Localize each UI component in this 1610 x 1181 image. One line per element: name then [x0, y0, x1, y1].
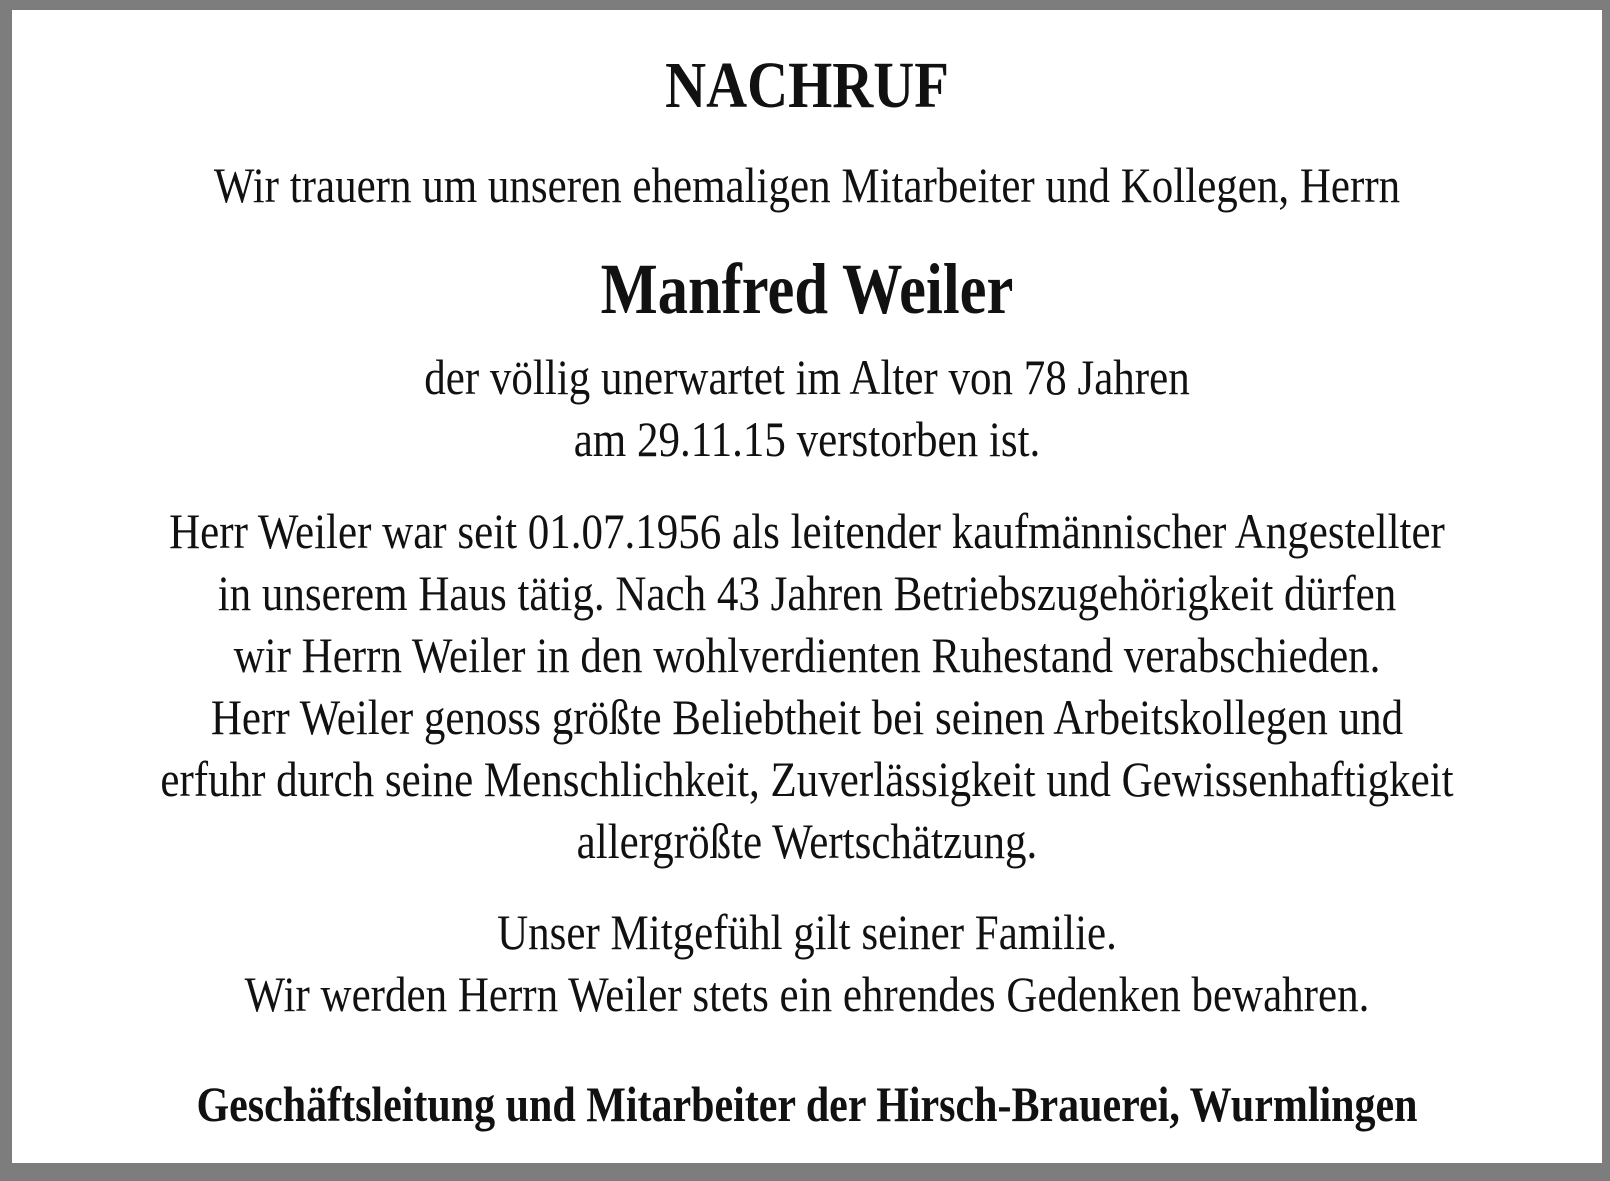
career-line-2: in unserem Haus tätig. Nach 43 Jahren Betriebszugehörigkeit dürfen	[217, 565, 1397, 621]
signature: Geschäftsleitung und Mitarbeiter der Hirsch-Brauerei, Wurmlingen	[196, 1076, 1418, 1132]
obituary-content	[12, 10, 1602, 1163]
career-line-4: Herr Weiler genoss größte Beliebtheit bei seinen Arbeitskollegen und	[210, 689, 1404, 745]
intro-text: Wir trauern um unseren ehemaligen Mitarbeiter und Kollegen, Herrn	[213, 157, 1401, 213]
deceased-name: Manfred Weiler	[600, 249, 1014, 329]
death-line-1: der völlig unerwartet im Alter von 78 Jahren	[424, 349, 1190, 405]
closing-line-2: Wir werden Herrn Weiler stets ein ehrendes Gedenken bewahren.	[244, 966, 1370, 1022]
career-line-5: erfuhr durch seine Menschlichkeit, Zuverlässigkeit und Gewissenhaftigkeit	[160, 751, 1454, 807]
career-line-1: Herr Weiler war seit 01.07.1956 als leitender kaufmännischer Angestellter	[169, 503, 1445, 559]
career-line-3: wir Herrn Weiler in den wohlverdienten Ruhestand verabschieden.	[233, 627, 1381, 683]
closing-line-1: Unser Mitgefühl gilt seiner Familie.	[497, 904, 1117, 960]
death-line-2: am 29.11.15 verstorben ist.	[573, 411, 1041, 467]
obituary-heading: NACHRUF	[665, 49, 949, 122]
career-line-6: allergrößte Wertschätzung.	[576, 813, 1038, 869]
